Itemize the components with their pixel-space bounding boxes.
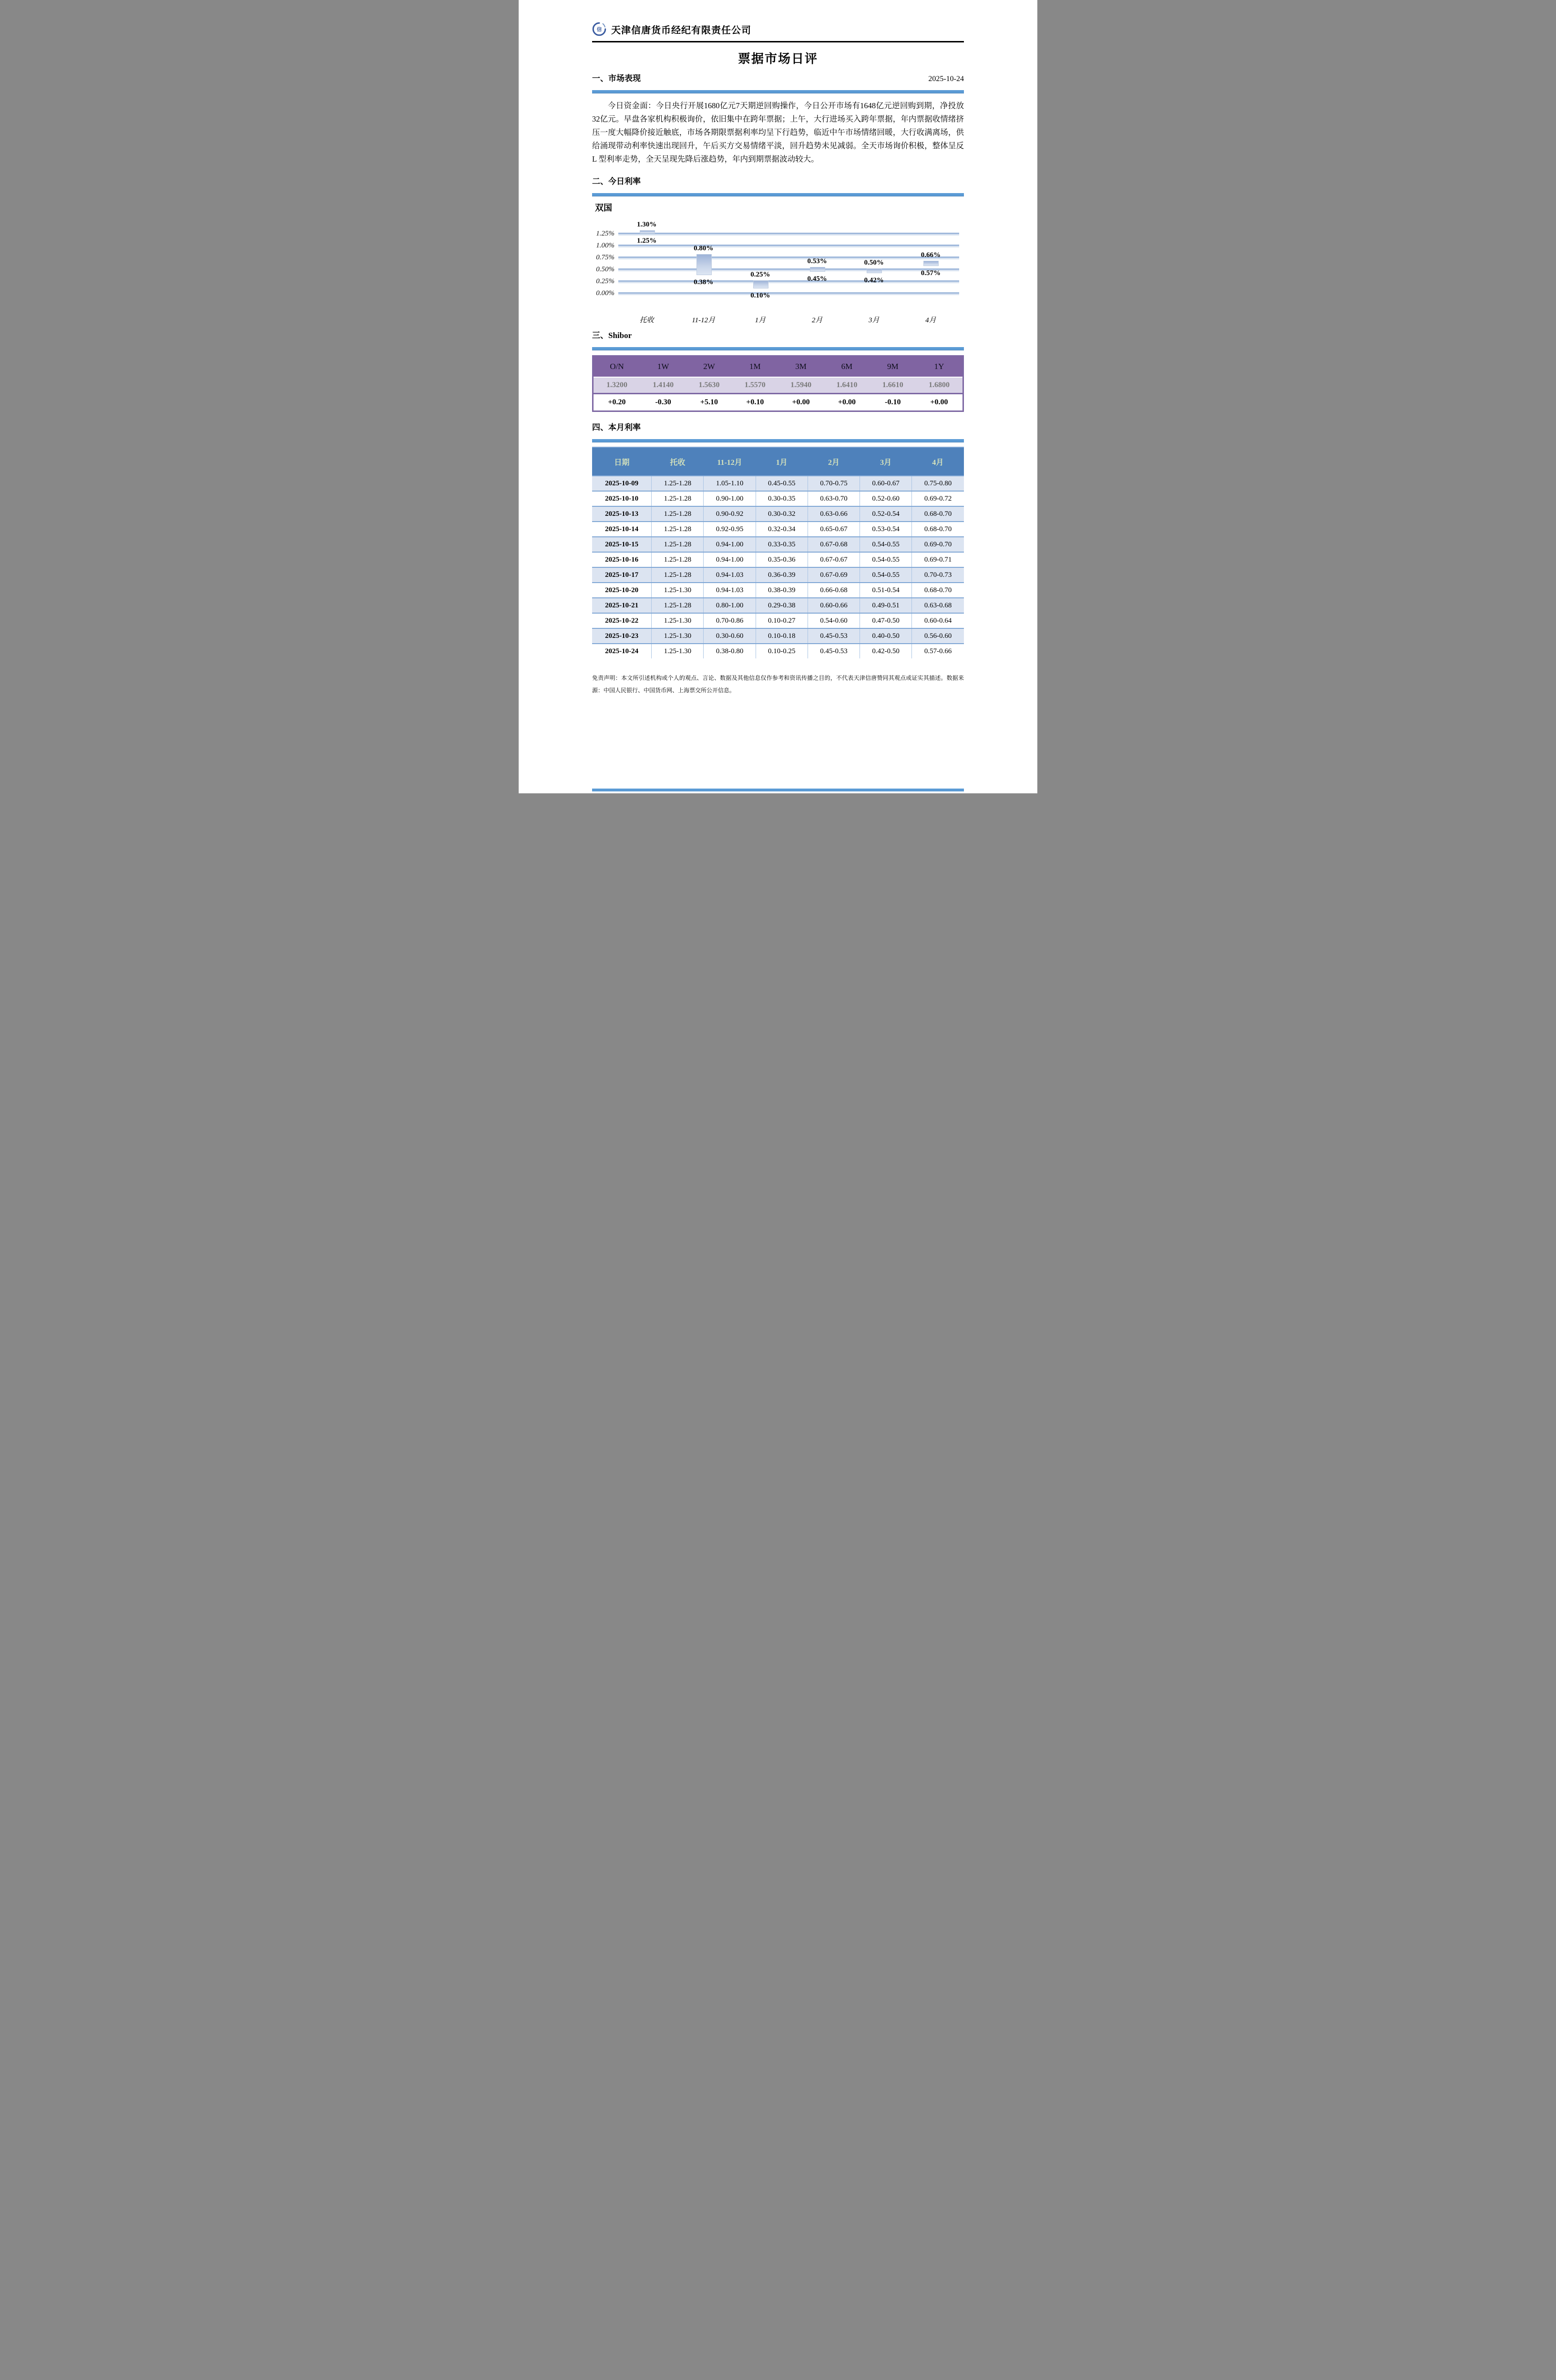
monthly-rate-cell: 0.10-0.18 bbox=[756, 628, 808, 644]
y-axis-tick-label: 1.00% bbox=[596, 242, 614, 249]
shibor-rate-cell: 1.5630 bbox=[686, 377, 732, 394]
chart-title: 双国 bbox=[595, 203, 612, 213]
y-axis-tick-label: 1.25% bbox=[596, 230, 614, 237]
monthly-rate-cell: 1.25-1.28 bbox=[652, 598, 704, 613]
page bbox=[519, 0, 1037, 793]
shibor-rate-cell: 1.3200 bbox=[593, 377, 640, 394]
content-column bbox=[592, 0, 964, 697]
bar-high-label: 0.50% bbox=[864, 259, 884, 267]
range-bar bbox=[810, 267, 825, 272]
chart-gridline bbox=[618, 280, 959, 282]
monthly-rate-cell: 0.94-1.03 bbox=[704, 583, 756, 598]
page-title: 票据市场日评 bbox=[737, 52, 818, 66]
monthly-rate-table bbox=[592, 447, 964, 658]
bar-low-label: 0.57% bbox=[921, 269, 941, 277]
shibor-header-cell: 2W bbox=[686, 356, 732, 378]
shibor-rate-cell: 1.6410 bbox=[824, 377, 870, 394]
x-axis-category-label: 2月 bbox=[811, 317, 823, 324]
bar-low-label: 0.42% bbox=[864, 277, 884, 284]
shibor-change-cell: -0.10 bbox=[870, 394, 916, 411]
shibor-change-cell: +0.00 bbox=[778, 394, 824, 411]
monthly-row bbox=[592, 491, 964, 506]
range-bar bbox=[640, 230, 655, 234]
monthly-rate-cell: 0.40-0.50 bbox=[860, 628, 912, 644]
shibor-change-cell: +5.10 bbox=[686, 394, 732, 411]
monthly-rate-cell: 0.94-1.03 bbox=[704, 567, 756, 583]
monthly-rate-cell: 0.65-0.67 bbox=[808, 522, 860, 537]
bar-low-label: 0.10% bbox=[750, 292, 770, 299]
monthly-rate-cell: 0.60-0.64 bbox=[912, 613, 964, 628]
monthly-rate-cell: 0.63-0.66 bbox=[808, 506, 860, 522]
company-logo bbox=[592, 22, 606, 36]
shibor-rate-cell: 1.4140 bbox=[640, 377, 686, 394]
monthly-date-cell: 2025-10-21 bbox=[592, 598, 652, 613]
shibor-header-row bbox=[593, 356, 963, 378]
monthly-header-cell: 日期 bbox=[592, 447, 652, 476]
monthly-rate-cell: 1.25-1.28 bbox=[652, 506, 704, 522]
header-divider bbox=[592, 41, 964, 42]
monthly-row bbox=[592, 598, 964, 613]
chart-gridline bbox=[618, 233, 959, 234]
monthly-rate-cell: 0.63-0.68 bbox=[912, 598, 964, 613]
market-commentary: 今日资金面：今日央行开展1680亿元7天期逆回购操作，今日公开市场有1648亿元逆回购到期，净投放32亿元。早盘各家机构积极询价，依旧集中在跨年票据；上午，大行进场买入跨年票据，年内票据收情绪挤压一度大幅降价接近触底，市场各期限票据利率均呈下行趋势，临近中午市场情绪回暖，大行收满离场，供给涌现带动利率快速出现回升，午后买方交易情绪平淡，回升趋势未见减弱。全天市场询价积极，整体呈反 L 型利率走势，全天呈现先降后涨趋势，年内到期票据波动较大。 bbox=[592, 101, 964, 164]
monthly-rate-cell: 0.30-0.35 bbox=[756, 491, 808, 506]
monthly-date-cell: 2025-10-23 bbox=[592, 628, 652, 644]
monthly-rate-cell: 0.36-0.39 bbox=[756, 567, 808, 583]
monthly-rate-cell: 0.68-0.70 bbox=[912, 506, 964, 522]
monthly-rate-cell: 1.25-1.28 bbox=[652, 567, 704, 583]
monthly-rate-cell: 0.47-0.50 bbox=[860, 613, 912, 628]
monthly-rate-cell: 0.68-0.70 bbox=[912, 522, 964, 537]
section1-row bbox=[592, 72, 964, 83]
svg-text:信: 信 bbox=[596, 27, 602, 32]
monthly-date-cell: 2025-10-15 bbox=[592, 537, 652, 552]
shibor-header-cell: 6M bbox=[824, 356, 870, 378]
shibor-header-cell: O/N bbox=[593, 356, 640, 378]
shibor-header-cell: 1Y bbox=[916, 356, 963, 378]
chart-gridline bbox=[618, 245, 959, 246]
monthly-rate-cell: 0.67-0.68 bbox=[808, 537, 860, 552]
monthly-header-row bbox=[592, 447, 964, 476]
monthly-row bbox=[592, 522, 964, 537]
range-bar bbox=[696, 254, 712, 275]
rate-range-chart bbox=[592, 201, 964, 324]
monthly-header-cell: 2月 bbox=[808, 447, 860, 476]
monthly-row bbox=[592, 583, 964, 598]
monthly-date-cell: 2025-10-09 bbox=[592, 476, 652, 491]
section3-heading: 三、Shibor bbox=[592, 331, 632, 340]
monthly-rate-cell: 0.45-0.53 bbox=[808, 644, 860, 658]
monthly-rate-cell: 0.94-1.00 bbox=[704, 537, 756, 552]
monthly-rate-cell: 0.10-0.25 bbox=[756, 644, 808, 658]
monthly-rate-cell: 1.25-1.30 bbox=[652, 583, 704, 598]
y-axis-tick-label: 0.75% bbox=[596, 254, 614, 261]
section4-heading: 四、本月利率 bbox=[592, 423, 641, 432]
monthly-date-cell: 2025-10-16 bbox=[592, 552, 652, 567]
monthly-date-cell: 2025-10-22 bbox=[592, 613, 652, 628]
monthly-rate-cell: 0.51-0.54 bbox=[860, 583, 912, 598]
shibor-header-cell: 9M bbox=[870, 356, 916, 378]
x-axis-category-label: 1月 bbox=[755, 317, 766, 324]
monthly-row bbox=[592, 552, 964, 567]
monthly-header-cell: 4月 bbox=[912, 447, 964, 476]
monthly-rate-cell: 0.54-0.60 bbox=[808, 613, 860, 628]
y-axis-tick-label: 0.00% bbox=[596, 289, 614, 297]
monthly-rate-cell: 0.38-0.80 bbox=[704, 644, 756, 658]
shibor-changes-row bbox=[593, 394, 963, 411]
monthly-row bbox=[592, 644, 964, 658]
monthly-rate-cell: 0.66-0.68 bbox=[808, 583, 860, 598]
monthly-rate-cell: 0.69-0.71 bbox=[912, 552, 964, 567]
monthly-row bbox=[592, 506, 964, 522]
shibor-change-cell: +0.00 bbox=[824, 394, 870, 411]
monthly-rate-cell: 1.25-1.30 bbox=[652, 628, 704, 644]
range-bar bbox=[867, 268, 882, 273]
monthly-row bbox=[592, 537, 964, 552]
monthly-rate-cell: 0.70-0.73 bbox=[912, 567, 964, 583]
monthly-rate-cell: 0.69-0.70 bbox=[912, 537, 964, 552]
disclaimer: 免责声明：本文所引述机构或个人的观点、言论、数据及其他信息仅作参考和资讯传播之目的，不代表天津信唐赞同其观点或证实其描述。数据来源：中国人民银行、中国货币网、上海票交所公开信息。 bbox=[592, 675, 964, 694]
monthly-rate-cell: 1.25-1.28 bbox=[652, 522, 704, 537]
shibor-rates-row bbox=[593, 377, 963, 394]
bar-high-label: 0.53% bbox=[807, 257, 827, 265]
shibor-rate-cell: 1.6800 bbox=[916, 377, 963, 394]
monthly-rate-cell: 1.25-1.30 bbox=[652, 644, 704, 658]
monthly-rate-cell: 0.52-0.54 bbox=[860, 506, 912, 522]
shibor-table bbox=[592, 355, 964, 412]
x-axis-category-label: 3月 bbox=[868, 317, 880, 324]
chart-gridline bbox=[618, 268, 959, 270]
monthly-rate-cell: 0.63-0.70 bbox=[808, 491, 860, 506]
monthly-header-cell: 托收 bbox=[652, 447, 704, 476]
shibor-change-cell: +0.00 bbox=[916, 394, 963, 411]
y-axis-tick-label: 0.25% bbox=[596, 277, 614, 285]
monthly-rate-cell: 0.52-0.60 bbox=[860, 491, 912, 506]
monthly-row bbox=[592, 567, 964, 583]
bar-high-label: 0.66% bbox=[921, 251, 941, 259]
monthly-rate-cell: 1.25-1.28 bbox=[652, 491, 704, 506]
bar-high-label: 0.80% bbox=[694, 245, 714, 252]
shibor-rate-cell: 1.5940 bbox=[778, 377, 824, 394]
monthly-rate-cell: 0.30-0.32 bbox=[756, 506, 808, 522]
monthly-rate-cell: 0.94-1.00 bbox=[704, 552, 756, 567]
monthly-rate-cell: 0.90-1.00 bbox=[704, 491, 756, 506]
monthly-rate-cell: 1.25-1.28 bbox=[652, 476, 704, 491]
monthly-rate-cell: 0.45-0.55 bbox=[756, 476, 808, 491]
section2-divider bbox=[592, 193, 964, 196]
monthly-header-cell: 1月 bbox=[756, 447, 808, 476]
y-axis-tick-label: 0.50% bbox=[596, 266, 614, 273]
x-axis-category-label: 11-12月 bbox=[692, 317, 716, 324]
monthly-rate-cell: 0.80-1.00 bbox=[704, 598, 756, 613]
section3-divider bbox=[592, 347, 964, 350]
bar-high-label: 0.25% bbox=[750, 271, 770, 278]
monthly-rate-cell: 0.33-0.35 bbox=[756, 537, 808, 552]
monthly-rate-cell: 0.57-0.66 bbox=[912, 644, 964, 658]
monthly-row bbox=[592, 613, 964, 628]
monthly-date-cell: 2025-10-14 bbox=[592, 522, 652, 537]
monthly-rate-cell: 0.67-0.69 bbox=[808, 567, 860, 583]
shibor-rate-cell: 1.5570 bbox=[732, 377, 778, 394]
monthly-rate-cell: 0.54-0.55 bbox=[860, 552, 912, 567]
monthly-rate-cell: 0.35-0.36 bbox=[756, 552, 808, 567]
monthly-rate-cell: 0.38-0.39 bbox=[756, 583, 808, 598]
bar-low-label: 0.38% bbox=[694, 278, 714, 286]
monthly-rate-cell: 0.42-0.50 bbox=[860, 644, 912, 658]
company-header bbox=[592, 22, 964, 36]
shibor-change-cell: +0.20 bbox=[593, 394, 640, 411]
monthly-rate-cell: 1.25-1.28 bbox=[652, 537, 704, 552]
bar-high-label: 1.30% bbox=[636, 221, 657, 228]
monthly-rate-cell: 0.68-0.70 bbox=[912, 583, 964, 598]
shibor-header-cell: 3M bbox=[778, 356, 824, 378]
report-date: 2025-10-24 bbox=[928, 75, 964, 83]
monthly-rate-cell: 0.69-0.72 bbox=[912, 491, 964, 506]
shibor-change-cell: +0.10 bbox=[732, 394, 778, 411]
shibor-header-cell: 1M bbox=[732, 356, 778, 378]
chart-gridline bbox=[618, 292, 959, 294]
monthly-date-cell: 2025-10-13 bbox=[592, 506, 652, 522]
monthly-rate-cell: 0.67-0.67 bbox=[808, 552, 860, 567]
bar-low-label: 0.45% bbox=[807, 275, 827, 283]
monthly-date-cell: 2025-10-17 bbox=[592, 567, 652, 583]
monthly-rate-cell: 0.45-0.53 bbox=[808, 628, 860, 644]
monthly-rate-cell: 1.25-1.28 bbox=[652, 552, 704, 567]
monthly-rate-cell: 1.05-1.10 bbox=[704, 476, 756, 491]
section4-divider bbox=[592, 439, 964, 442]
shibor-change-cell: -0.30 bbox=[640, 394, 686, 411]
x-axis-category-label: 4月 bbox=[925, 317, 936, 324]
company-name: 天津信唐货币经纪有限责任公司 bbox=[611, 25, 751, 36]
monthly-rate-cell: 1.25-1.30 bbox=[652, 613, 704, 628]
monthly-date-cell: 2025-10-20 bbox=[592, 583, 652, 598]
chart-plot bbox=[596, 219, 959, 324]
monthly-date-cell: 2025-10-24 bbox=[592, 644, 652, 658]
monthly-header-cell: 11-12月 bbox=[704, 447, 756, 476]
chart-gridline bbox=[618, 256, 959, 258]
range-bar bbox=[923, 261, 939, 266]
range-bar bbox=[753, 280, 768, 288]
monthly-rate-cell: 0.30-0.60 bbox=[704, 628, 756, 644]
monthly-rate-cell: 0.32-0.34 bbox=[756, 522, 808, 537]
monthly-rate-cell: 0.90-0.92 bbox=[704, 506, 756, 522]
monthly-rate-cell: 0.75-0.80 bbox=[912, 476, 964, 491]
monthly-rate-cell: 0.70-0.75 bbox=[808, 476, 860, 491]
monthly-rate-cell: 0.49-0.51 bbox=[860, 598, 912, 613]
monthly-date-cell: 2025-10-10 bbox=[592, 491, 652, 506]
monthly-rate-cell: 0.60-0.66 bbox=[808, 598, 860, 613]
monthly-row bbox=[592, 628, 964, 644]
monthly-rate-cell: 0.54-0.55 bbox=[860, 567, 912, 583]
section1-heading: 一、市场表现 bbox=[592, 74, 641, 83]
monthly-rate-cell: 0.54-0.55 bbox=[860, 537, 912, 552]
monthly-rate-cell: 0.60-0.67 bbox=[860, 476, 912, 491]
bar-low-label: 1.25% bbox=[636, 237, 657, 245]
shibor-rate-cell: 1.6610 bbox=[870, 377, 916, 394]
monthly-rate-cell: 0.53-0.54 bbox=[860, 522, 912, 537]
monthly-rate-cell: 0.56-0.60 bbox=[912, 628, 964, 644]
section1-divider bbox=[592, 90, 964, 93]
shibor-header-cell: 1W bbox=[640, 356, 686, 378]
x-axis-category-label: 托收 bbox=[639, 317, 654, 324]
monthly-header-cell: 3月 bbox=[860, 447, 912, 476]
monthly-rate-cell: 0.29-0.38 bbox=[756, 598, 808, 613]
monthly-rate-cell: 0.70-0.86 bbox=[704, 613, 756, 628]
footer-divider bbox=[592, 789, 964, 791]
monthly-rate-cell: 0.92-0.95 bbox=[704, 522, 756, 537]
monthly-row bbox=[592, 476, 964, 491]
section2-heading: 二、今日利率 bbox=[592, 177, 641, 186]
monthly-rate-cell: 0.10-0.27 bbox=[756, 613, 808, 628]
